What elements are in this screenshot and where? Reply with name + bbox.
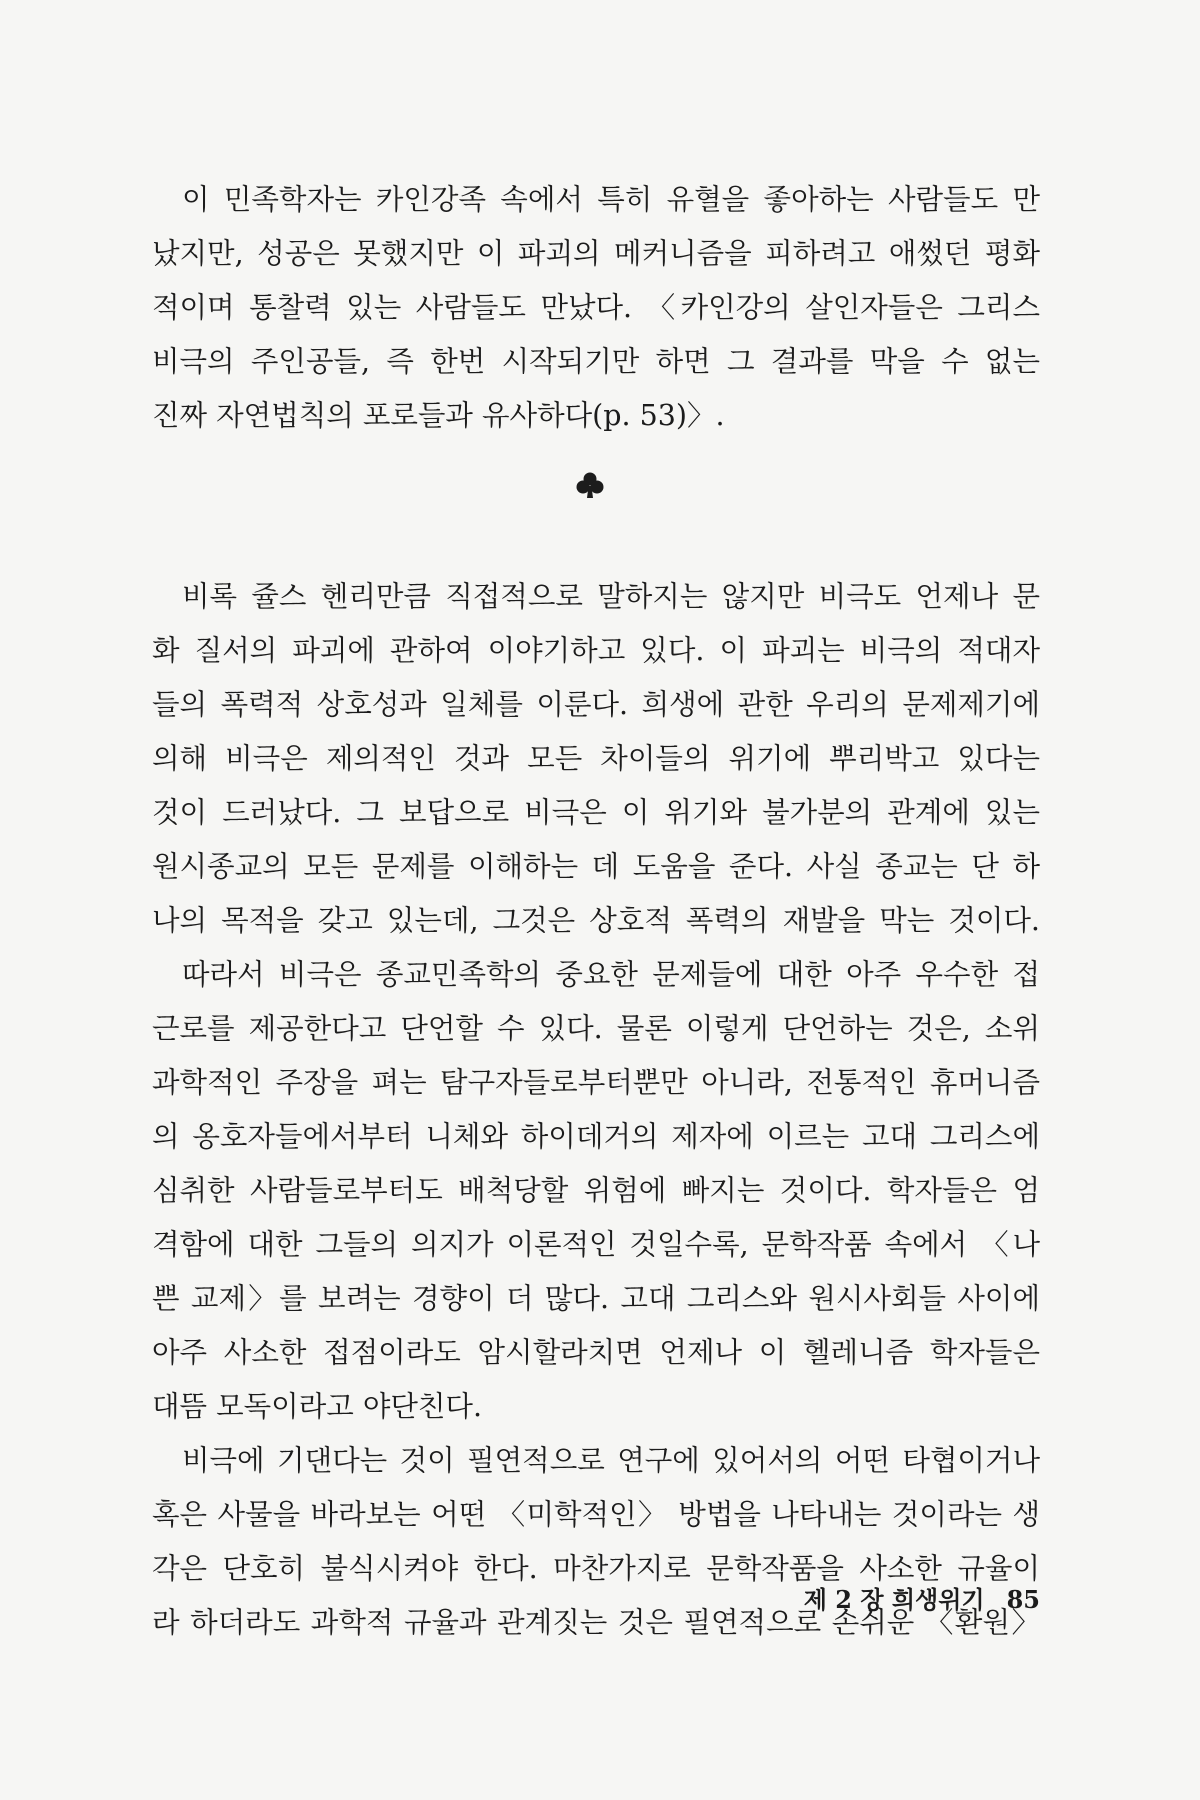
chapter-title: 제 2 장 희생위기 xyxy=(803,1585,985,1614)
text-line: 났지만, 성공은 못했지만 이 파괴의 메커니즘을 피하려고 애썼던 평화 xyxy=(152,237,1040,270)
text-line: 이 민족학자는 카인강족 속에서 특히 유혈을 좋아하는 사람들도 만 xyxy=(182,183,1040,216)
club-suit-icon xyxy=(574,470,606,502)
text-line: 대뜸 모독이라고 야단친다. xyxy=(152,1390,483,1423)
text-line: 심취한 사람들로부터도 배척당할 위험에 빠지는 것이다. 학자들은 엄 xyxy=(152,1174,1040,1207)
text-line: 화 질서의 파괴에 관하여 이야기하고 있다. 이 파괴는 비극의 적대자 xyxy=(152,634,1040,667)
text-line: 근로를 제공한다고 단언할 수 있다. 물론 이렇게 단언하는 것은, 소위 xyxy=(152,1012,1040,1045)
text-line: 적이며 통찰력 있는 사람들도 만났다. 〈카인강의 살인자들은 그리스 xyxy=(152,291,1040,324)
text-line: 의 옹호자들에서부터 니체와 하이데거의 제자에 이르는 고대 그리스에 xyxy=(152,1120,1040,1153)
text-line: 혹은 사물을 바라보는 어떤 〈미학적인〉 방법을 나타내는 것이라는 생 xyxy=(152,1498,1040,1531)
text-line: 비록 쥴스 헨리만큼 직접적으로 말하지는 않지만 비극도 언제나 문 xyxy=(182,580,1040,613)
text-line: 각은 단호히 불식시켜야 한다. 마찬가지로 문학작품을 사소한 규율이 xyxy=(152,1552,1040,1585)
text-line: 아주 사소한 접점이라도 암시할라치면 언제나 이 헬레니즘 학자들은 xyxy=(152,1336,1040,1369)
text-line: 의해 비극은 제의적인 것과 모든 차이들의 위기에 뿌리박고 있다는 xyxy=(152,742,1040,775)
text-line: 나의 목적을 갖고 있는데, 그것은 상호적 폭력의 재발을 막는 것이다. xyxy=(152,904,1040,937)
paragraph-1 xyxy=(152,173,1040,443)
text-line: 것이 드러났다. 그 보답으로 비극은 이 위기와 불가분의 관계에 있는 xyxy=(152,796,1040,829)
text-line: 격함에 대한 그들의 의지가 이론적인 것일수록, 문학작품 속에서 〈나 xyxy=(152,1228,1040,1261)
text-line: 비극에 기댄다는 것이 필연적으로 연구에 있어서의 어떤 타협이거나 xyxy=(182,1444,1040,1477)
text-line: 비극의 주인공들, 즉 한번 시작되기만 하면 그 결과를 막을 수 없는 xyxy=(152,345,1040,378)
text-line: 진짜 자연법칙의 포로들과 유사하다(p. 53)〉. xyxy=(152,399,725,432)
text-line: 쁜 교제〉를 보려는 경향이 더 많다. 고대 그리스와 원시사회들 사이에 xyxy=(152,1282,1040,1315)
text-line: 따라서 비극은 종교민족학의 중요한 문제들에 대한 아주 우수한 접 xyxy=(182,958,1040,991)
paragraph-2 xyxy=(152,570,1040,1650)
text-line: 원시종교의 모든 문제를 이해하는 데 도움을 준다. 사실 종교는 단 하 xyxy=(152,850,1040,883)
text-line: 들의 폭력적 상호성과 일체를 이룬다. 희생에 관한 우리의 문제제기에 xyxy=(152,688,1040,721)
text-line: 과학적인 주장을 펴는 탐구자들로부터뿐만 아니라, 전통적인 휴머니즘 xyxy=(152,1066,1040,1099)
text-line: 라 하더라도 과학적 규율과 관계짓는 것은 필연적으로 손쉬운 〈환원〉 xyxy=(152,1606,1040,1639)
page-number: 85 xyxy=(1006,1585,1040,1614)
running-footer xyxy=(700,1580,1040,1615)
